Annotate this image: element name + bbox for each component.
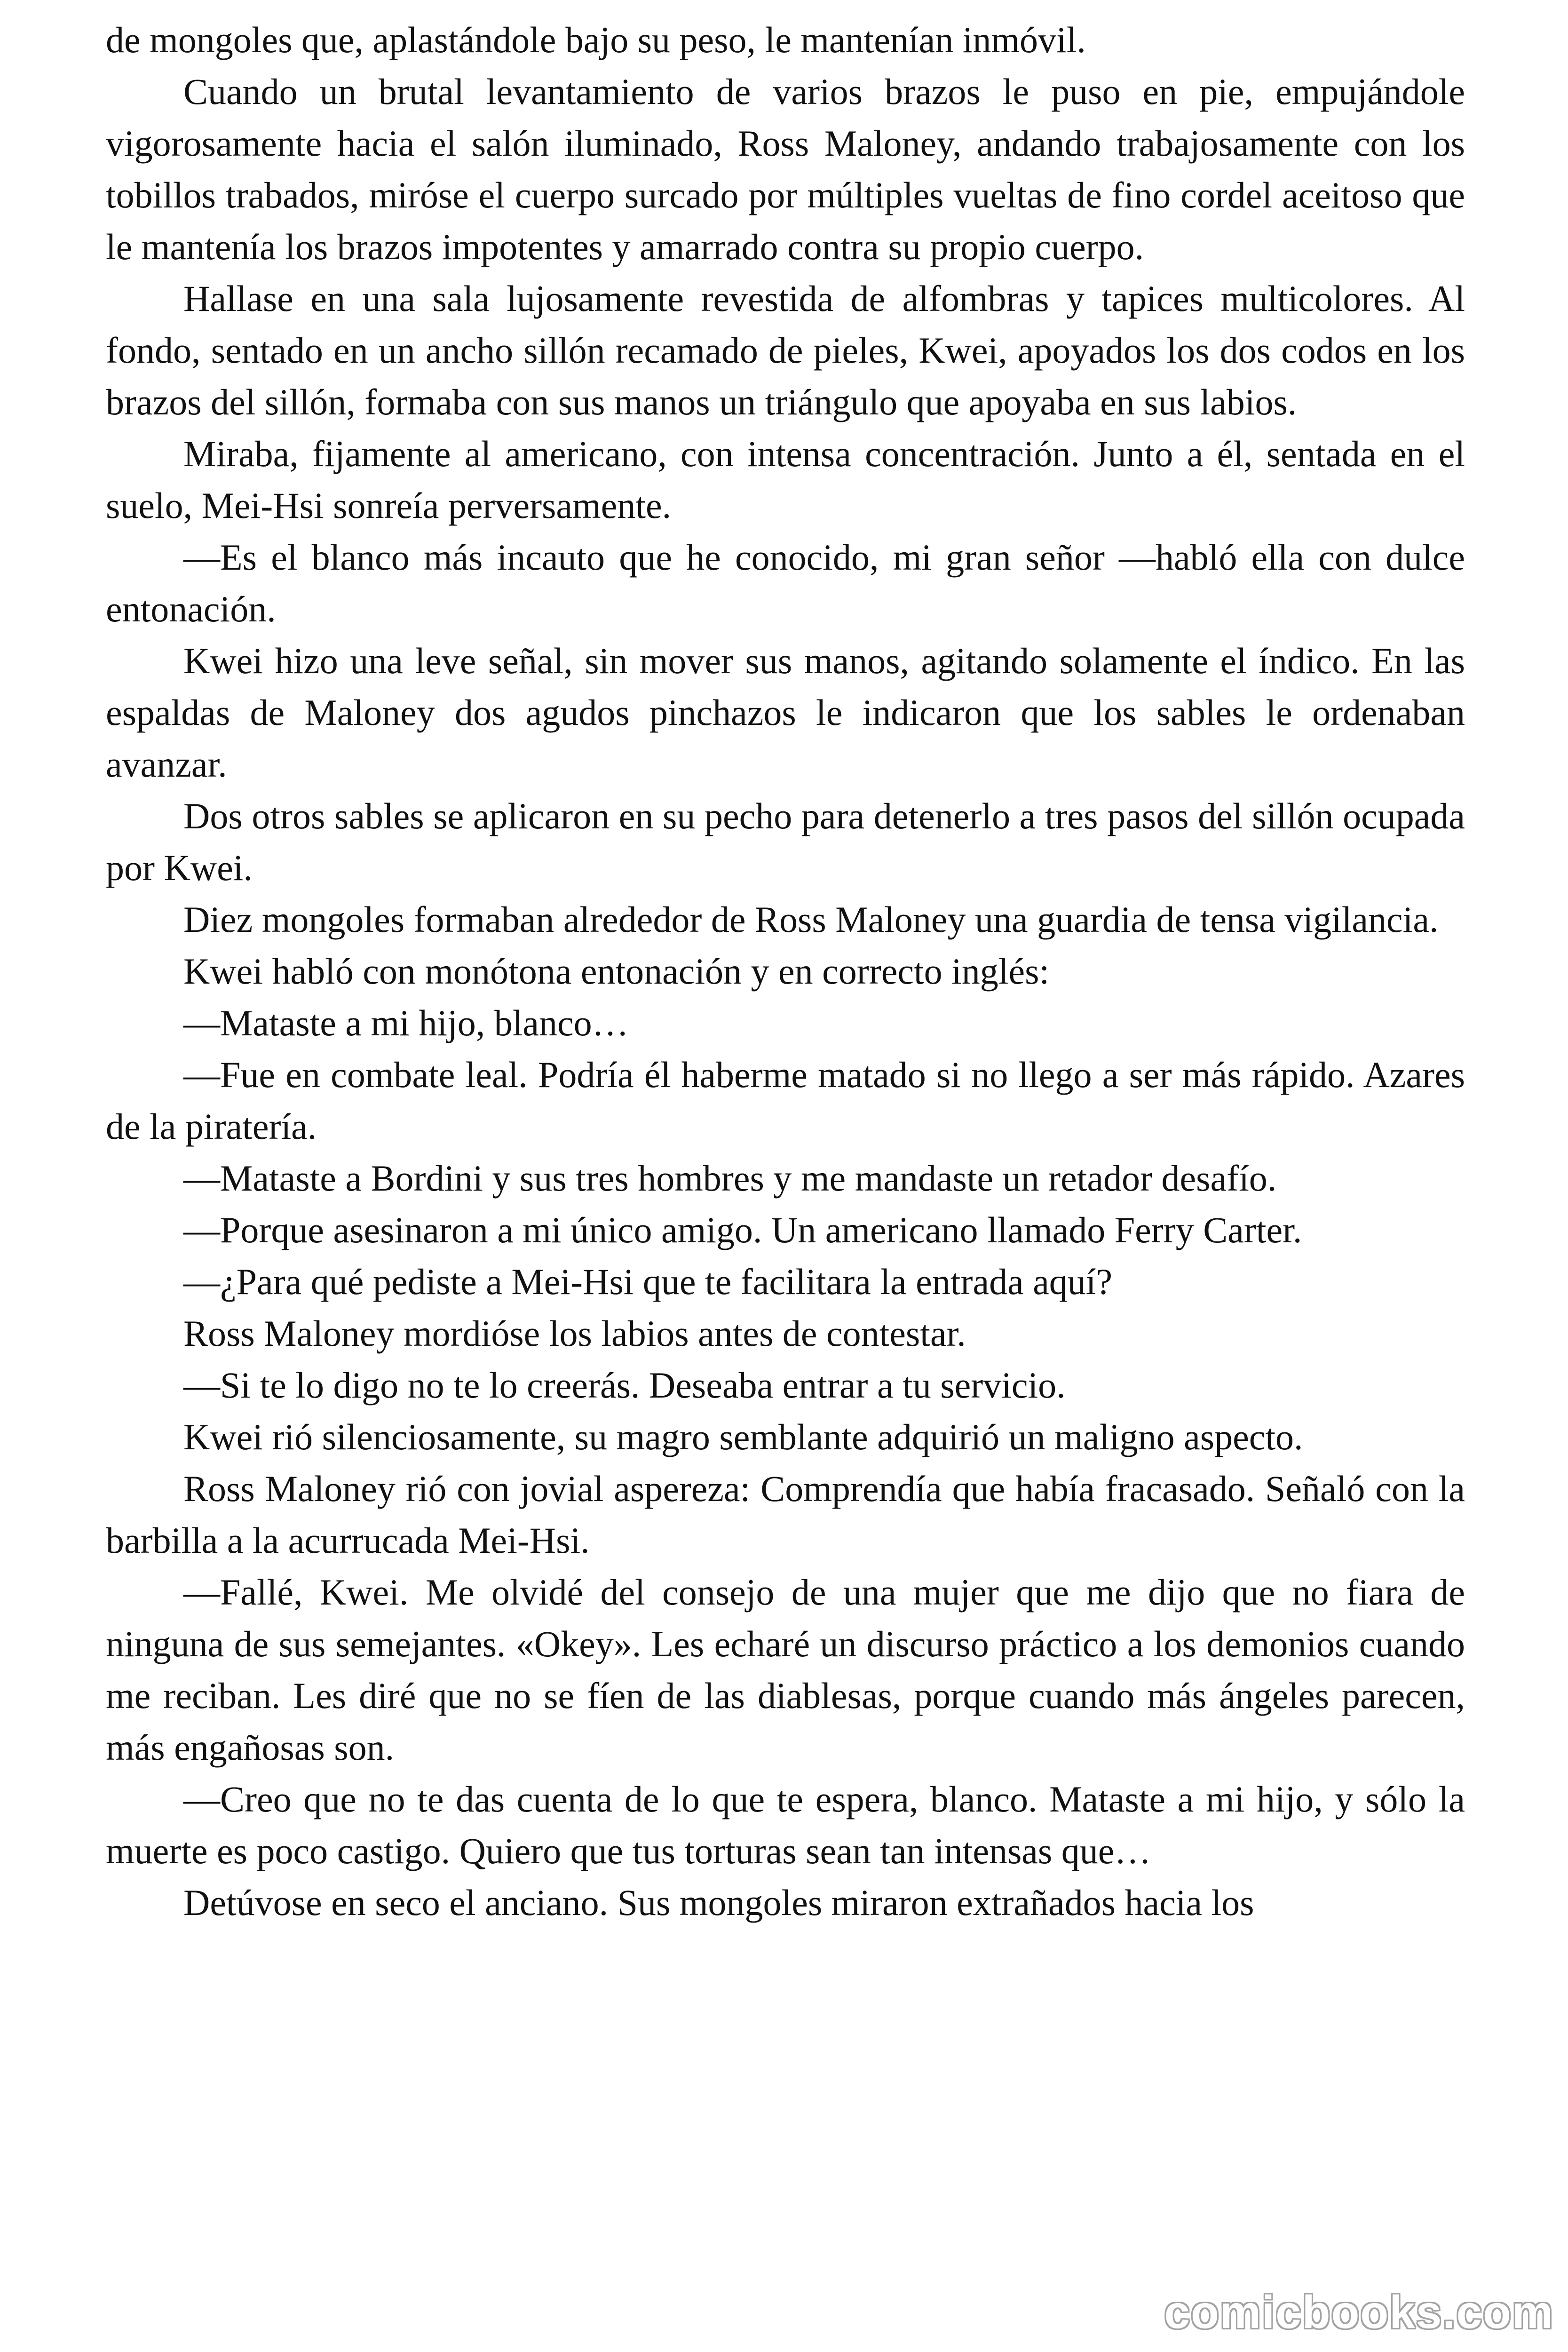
paragraph-8: Diez mongoles formaban alrededor de Ross Maloney una guardia de tensa vigilancia.	[183, 899, 1439, 940]
paragraph-7: Dos otros sables se aplicaron en su pecho para detenerlo a tres pasos del sillón ocupada por Kwei.	[106, 795, 1465, 888]
paragraph-13: —Porque asesinaron a mi único amigo. Un americano llamado Ferry Carter.	[183, 1209, 1302, 1250]
paragraph-4: Miraba, fijamente al americano, con intensa concentración. Junto a él, sentada en el suelo, Mei-Hsi sonreía perversamente.	[106, 433, 1465, 526]
paragraph-11: —Fue en combate leal. Podría él haberme matado si no llego a ser más rápido. Azares de la piratería.	[106, 1054, 1465, 1147]
paragraph-12: —Mataste a Bordini y sus tres hombres y me mandaste un retador desafío.	[183, 1158, 1277, 1199]
watermark-logo: comicbooks.com	[1164, 2286, 1554, 2338]
paragraph-5: —Es el blanco más incauto que he conocido, mi gran señor —habló ella con dulce entonación.	[106, 537, 1465, 629]
paragraph-6: Kwei hizo una leve señal, sin mover sus manos, agitando solamente el índico. En las espaldas de Maloney dos agudos pinchazos le indicaron que los sables le ordenaban avanzar.	[106, 640, 1465, 785]
paragraph-20: —Creo que no te das cuenta de lo que te espera, blanco. Mataste a mi hijo, y sólo la muerte es poco castigo. Quiero que tus torturas sean tan intensas que…	[106, 1779, 1465, 1871]
paragraph-3: Hallase en una sala lujosamente revestida de alfombras y tapices multicolores. Al fondo, sentado en un ancho sillón recamado de pieles, Kwei, apoyados los dos codos en los brazos del sillón, formaba con sus manos un triángulo que apoyaba en sus labios.	[106, 278, 1465, 422]
paragraph-15: Ross Maloney mordióse los labios antes de contestar.	[183, 1313, 966, 1354]
paragraph-19: —Fallé, Kwei. Me olvidé del consejo de una mujer que me dijo que no fiara de ninguna de sus semejantes. «Okey». Les echaré un discurso práctico a los demonios cuando me reciban. Les diré que no se fíen de las diablesas, porque cuando más ángeles parecen, más engañosas son.	[106, 1572, 1465, 1768]
paragraph-18: Ross Maloney rió con jovial aspereza: Comprendía que había fracasado. Señaló con la barbilla a la acurrucada Mei-Hsi.	[106, 1468, 1465, 1561]
page-text	[106, 14, 1465, 1929]
paragraph-9: Kwei habló con monótona entonación y en correcto inglés:	[183, 951, 1050, 992]
paragraph-2: Cuando un brutal levantamiento de varios brazos le puso en pie, empujándole vigorosamente hacia el salón iluminado, Ross Maloney, andando trabajosamente con los tobillos trabados, miróse el cuerpo surcado por múltiples vueltas de fino cordel aceitoso que le mantenía los brazos impotentes y amarrado contra su propio cuerpo.	[106, 71, 1465, 267]
paragraph-16: —Si te lo digo no te lo creerás. Deseaba entrar a tu servicio.	[183, 1365, 1066, 1406]
paragraph-10: —Mataste a mi hijo, blanco…	[183, 1002, 629, 1043]
paragraph-21: Detúvose en seco el anciano. Sus mongoles miraron extrañados hacia los	[183, 1882, 1254, 1923]
paragraph-17: Kwei rió silenciosamente, su magro semblante adquirió un maligno aspecto.	[183, 1416, 1303, 1457]
paragraph-14: —¿Para qué pediste a Mei-Hsi que te facilitara la entrada aquí?	[183, 1261, 1113, 1302]
paragraph-1: de mongoles que, aplastándole bajo su peso, le mantenían inmóvil.	[106, 19, 1086, 60]
